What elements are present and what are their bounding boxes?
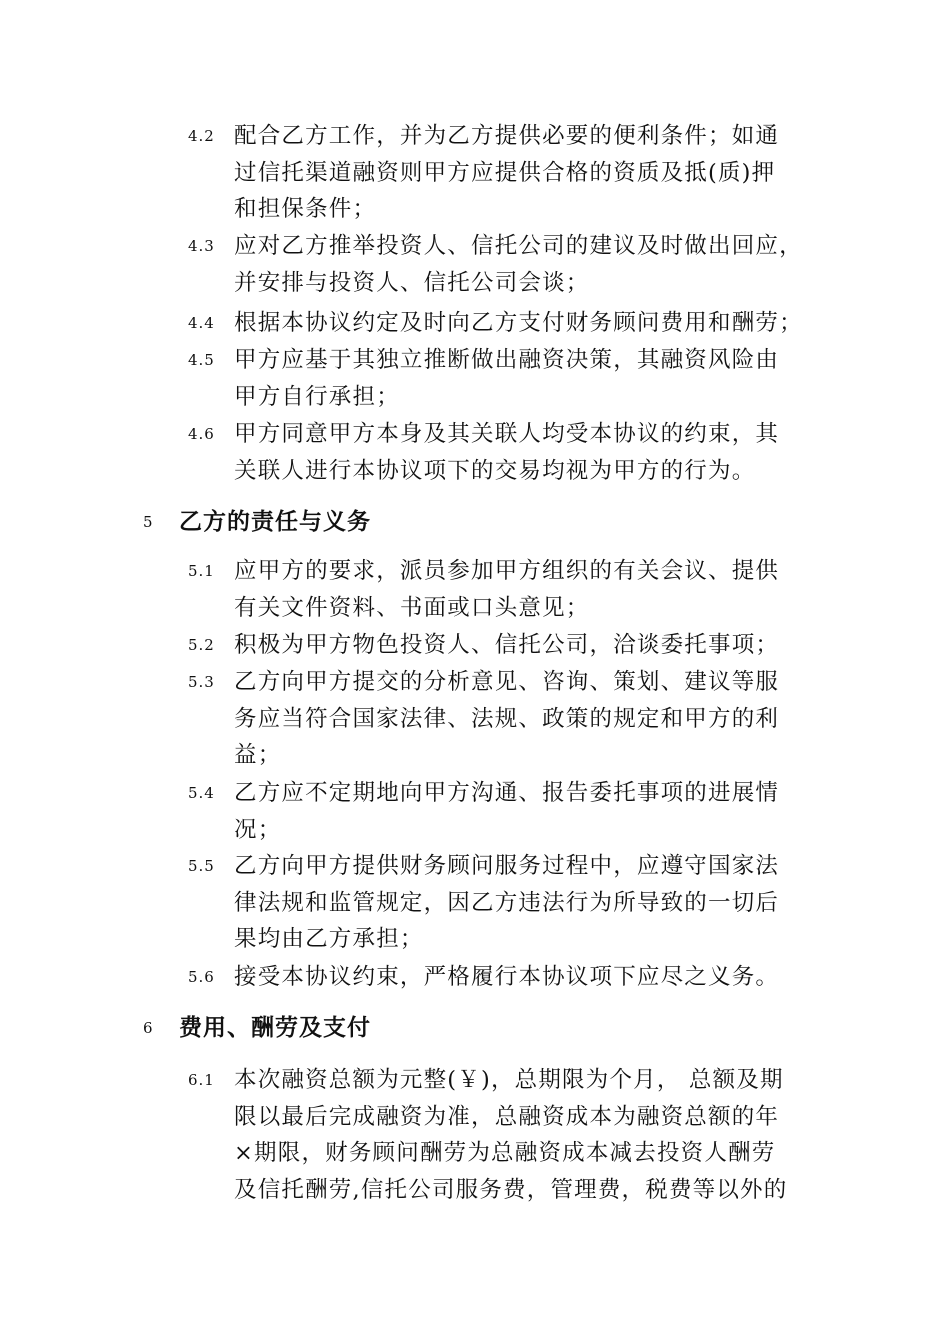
clause-line: 律法规和监管规定，因乙方违法行为所导致的一切后: [234, 889, 780, 916]
clause-number: 5.3: [188, 673, 215, 691]
clause-line: 并安排与投资人、信托公司会谈；: [234, 269, 590, 296]
clause-line: 和担保条件；: [234, 196, 377, 222]
section-title: 乙方的责任与义务: [179, 508, 371, 535]
clause-number: 5.2: [188, 636, 215, 654]
clause-line: 况；: [234, 816, 282, 843]
clause-line: 有关文件资料、书面或口头意见；: [234, 594, 590, 621]
clause-text: [234, 553, 818, 626]
clause-number: 4.4: [188, 314, 215, 332]
clause-number: 4.5: [188, 351, 215, 369]
clause-text: [234, 342, 818, 415]
clause-line: 过信托渠道融资则甲方应提供合格的资质及抵(质)押: [234, 159, 776, 186]
clause-5-2: [188, 627, 818, 664]
clause-line: 关联人进行本协议项下的交易均视为甲方的行为。: [234, 457, 756, 484]
clause-text: [234, 305, 818, 342]
clause-6-1: [188, 1062, 818, 1208]
clause-number: 5.5: [188, 857, 215, 875]
clause-4-5: [188, 342, 818, 415]
clause-line: 甲方应基于其独立推断做出融资决策，其融资风险由: [234, 347, 780, 373]
clause-number: 5.1: [188, 562, 215, 580]
clause-line: 根据本协议约定及时向乙方支付财务顾问费用和酬劳；: [234, 310, 803, 336]
clause-number: 6.1: [188, 1071, 215, 1089]
clause-text: [234, 118, 818, 228]
section-number: 6: [143, 1019, 153, 1037]
clause-line: 接受本协议约束，严格履行本协议项下应尽之义务。: [234, 964, 780, 990]
clause-text: [234, 848, 818, 958]
clause-line: 本次融资总额为元整(￥)，总期限为个月， 总额及期: [234, 1067, 784, 1093]
clause-number: 5.6: [188, 968, 215, 986]
clause-text: [234, 959, 818, 996]
clause-line: 及信托酬劳,信托公司服务费，管理费，税费等以外的: [234, 1176, 788, 1203]
clause-text: [234, 627, 818, 664]
clause-5-4: [188, 775, 818, 848]
clause-line: 甲方同意甲方本身及其关联人均受本协议的约束，其: [234, 421, 780, 447]
clause-text: [234, 1062, 818, 1208]
clause-line: 甲方自行承担；: [234, 383, 400, 410]
clause-line: 果均由乙方承担；: [234, 926, 424, 952]
clause-number: 5.4: [188, 784, 215, 802]
clause-line: 应对乙方推举投资人、信托公司的建议及时做出回应，: [234, 233, 803, 259]
clause-line: 积极为甲方物色投资人、信托公司，洽谈委托事项；: [234, 632, 780, 658]
clause-text: [234, 416, 818, 489]
clause-number: 4.6: [188, 425, 215, 443]
clause-line: 限以最后完成融资为准，总融资成本为融资总额的年: [234, 1103, 780, 1130]
section-number: 5: [143, 513, 153, 531]
clause-line: ×期限，财务顾问酬劳为总融资成本减去投资人酬劳: [234, 1140, 776, 1166]
clause-4-3: [188, 228, 818, 301]
clause-line: 乙方向甲方提交的分析意见、咨询、策划、建议等服: [234, 669, 780, 695]
clause-number: 4.3: [188, 237, 215, 255]
section-title: 费用、酬劳及支付: [179, 1014, 371, 1041]
section-5-heading: [143, 504, 783, 540]
clause-text: [234, 775, 818, 848]
clause-4-4: [188, 305, 818, 342]
clause-text: [234, 664, 818, 774]
clause-line: 务应当符合国家法律、法规、政策的规定和甲方的利: [234, 705, 780, 732]
clause-4-2: [188, 118, 818, 228]
clause-5-6: [188, 959, 818, 996]
clause-5-5: [188, 848, 818, 958]
clause-line: 配合乙方工作，并为乙方提供必要的便利条件；如通: [234, 123, 780, 149]
clause-line: 乙方向甲方提供财务顾问服务过程中，应遵守国家法: [234, 853, 780, 879]
clause-5-3: [188, 664, 818, 774]
clause-number: 4.2: [188, 127, 215, 145]
clause-text: [234, 228, 818, 301]
section-6-heading: [143, 1010, 783, 1046]
clause-line: 乙方应不定期地向甲方沟通、报告委托事项的进展情: [234, 780, 780, 806]
clause-line: 益；: [234, 742, 282, 768]
clause-5-1: [188, 553, 818, 626]
clause-4-6: [188, 416, 818, 489]
clause-line: 应甲方的要求，派员参加甲方组织的有关会议、提供: [234, 558, 780, 584]
